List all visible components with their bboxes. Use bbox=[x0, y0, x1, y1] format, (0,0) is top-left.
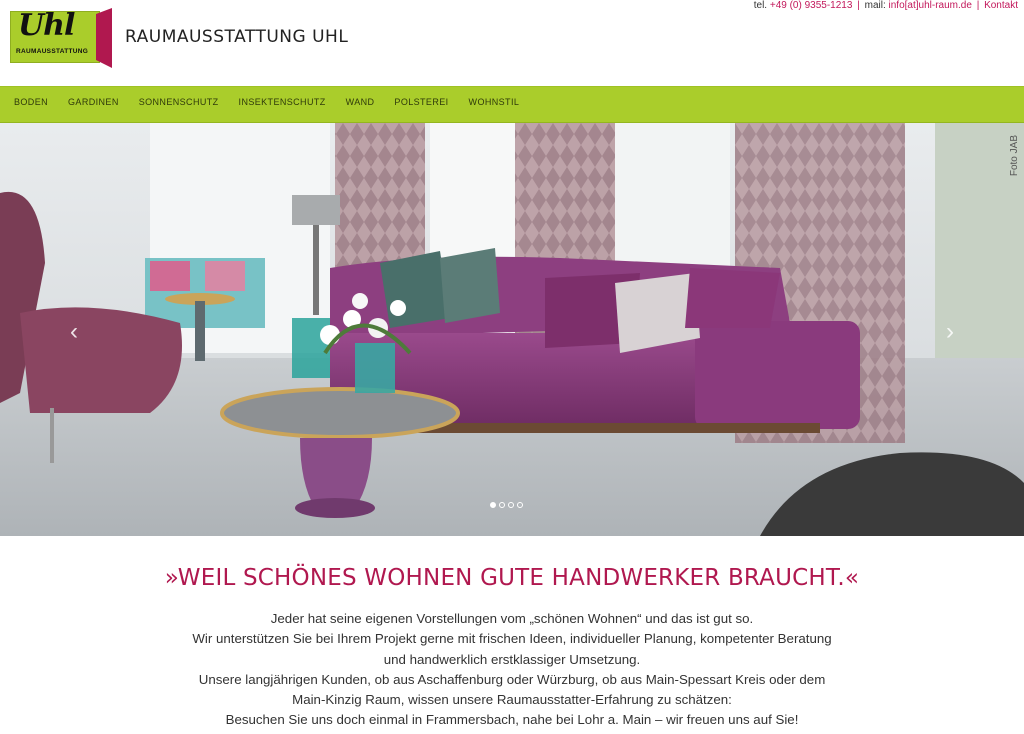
slider-dot-1[interactable] bbox=[490, 502, 496, 508]
intro-line: Main-Kinzig Raum, wissen unsere Raumausstatter-Erfahrung zu schätzen: bbox=[292, 692, 732, 708]
nav-item-insektenschutz[interactable]: INSEKTENSCHUTZ bbox=[238, 97, 326, 107]
tel-prefix: tel. bbox=[753, 0, 768, 11]
slider-dot-4[interactable] bbox=[517, 502, 523, 508]
intro-line: Wir unterstützen Sie bei Ihrem Projekt gerne mit frischen Ideen, individueller Planung, kompetenter Beratung bbox=[192, 631, 832, 647]
nav-item-polsterei[interactable]: POLSTEREI bbox=[394, 97, 449, 107]
separator: | bbox=[976, 0, 980, 11]
top-contact-bar bbox=[754, 0, 1018, 12]
logo-text: Uhl bbox=[18, 8, 75, 43]
intro-text bbox=[0, 609, 1024, 731]
intro-line: und handwerklich erstklassiger Umsetzung. bbox=[383, 651, 641, 667]
intro-line: Jeder hat seine eigenen Vorstellungen vom „schönen Wohnen“ und das ist gut so. bbox=[270, 611, 754, 626]
mail-prefix: mail: bbox=[864, 0, 886, 11]
contact-link[interactable]: Kontakt bbox=[984, 0, 1018, 11]
logo[interactable] bbox=[10, 8, 114, 68]
nav-item-gardinen[interactable]: GARDINEN bbox=[68, 97, 119, 107]
page-headline: »WEIL SCHÖNES WOHNEN GUTE HANDWERKER BRAUCHT.« bbox=[164, 565, 860, 591]
hero-image bbox=[0, 123, 1024, 536]
slider-dots bbox=[490, 502, 526, 508]
separator: | bbox=[857, 0, 860, 11]
nav-item-boden[interactable]: BODEN bbox=[14, 97, 49, 107]
logo-subtext: RAUMAUSSTATTUNG bbox=[16, 48, 89, 55]
slider-dot-2[interactable] bbox=[499, 502, 505, 508]
main-navigation bbox=[0, 86, 1024, 123]
email-link[interactable]: info[at]uhl-raum.de bbox=[888, 0, 972, 11]
intro-line: Unsere langjährigen Kunden, ob aus Aschaffenburg oder Würzburg, ob aus Main-Spessart Kreis oder dem bbox=[198, 671, 826, 687]
hero-slider bbox=[0, 123, 1024, 536]
slider-prev-arrow-icon[interactable]: ‹ bbox=[70, 318, 78, 345]
phone-link[interactable]: +49 (0) 9355-1213 bbox=[769, 0, 853, 11]
nav-item-wohnstil[interactable]: WOHNSTIL bbox=[468, 97, 520, 107]
slider-dot-3[interactable] bbox=[508, 502, 514, 508]
photo-credit: Foto JAB bbox=[1009, 135, 1020, 177]
nav-item-wand[interactable]: WAND bbox=[345, 97, 375, 107]
intro-line: Besuchen Sie uns doch einmal in Frammersbach, nahe bei Lohr a. Main – wir freuen uns auf Sie! bbox=[225, 712, 799, 728]
slider-next-arrow-icon[interactable]: › bbox=[946, 318, 954, 345]
nav-item-sonnenschutz[interactable]: SONNENSCHUTZ bbox=[138, 97, 219, 107]
logo-door-icon bbox=[96, 8, 114, 68]
site-title[interactable]: RAUMAUSSTATTUNG UHL bbox=[125, 27, 349, 47]
